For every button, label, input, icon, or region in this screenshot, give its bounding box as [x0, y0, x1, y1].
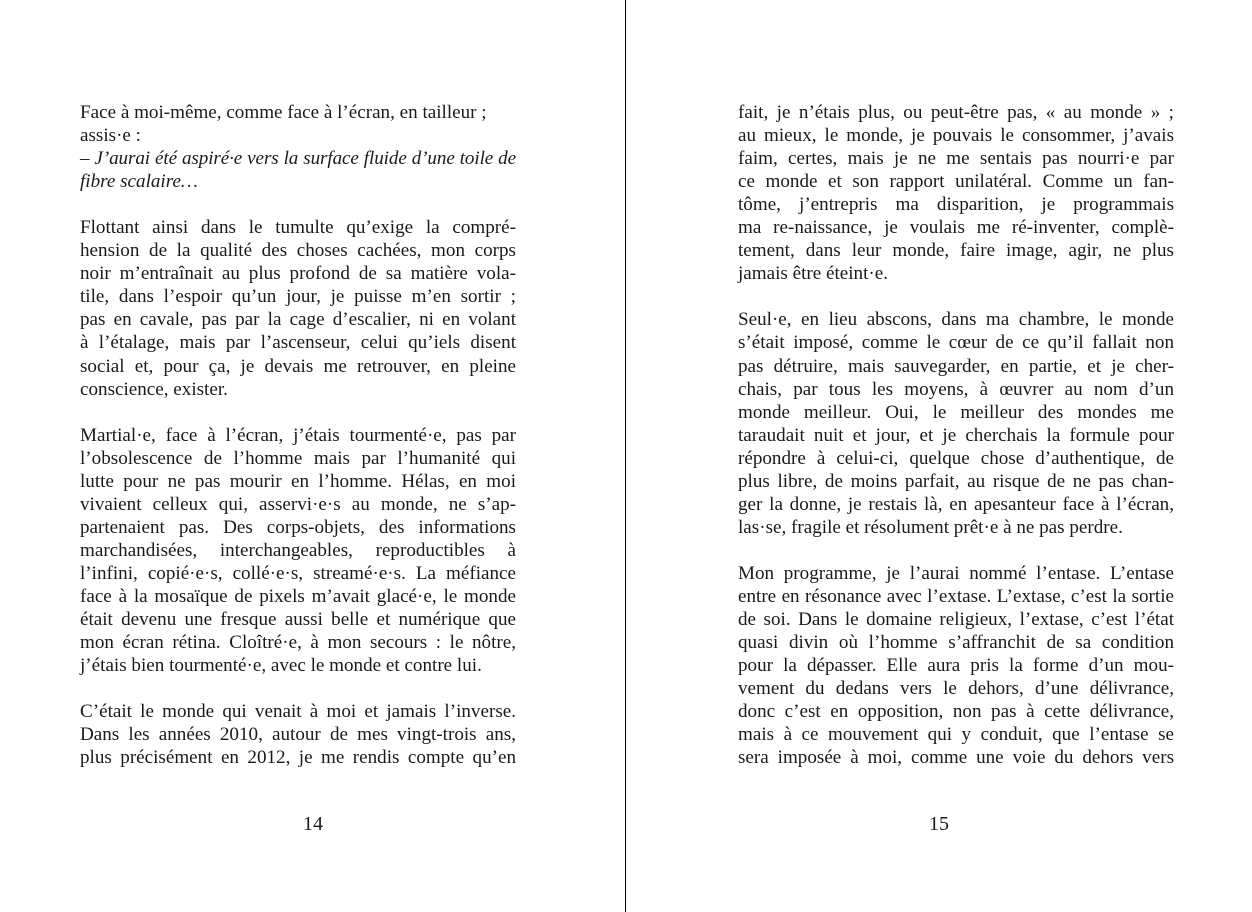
text-line: plus précisément en 2012, je me rendis compte qu’en [80, 747, 516, 769]
text-line: tôme, j’entrepris ma disparition, je programmais [738, 194, 1174, 216]
text-line: au mieux, le monde, je pouvais le consommer, j’avais [738, 125, 1174, 147]
text-line: pour la dépasser. Elle aura pris la forme d’un mou- [738, 655, 1174, 677]
text-line: conscience, exister. [80, 378, 228, 400]
text-line: tile, dans l’espoir qu’un jour, je puisse m’en sortir ; [80, 286, 516, 308]
text-line: à l’étalage, mais par l’ascenseur, celui qu’iels disent [80, 332, 516, 354]
text-line: assis·e : [80, 125, 141, 147]
text-line: noir m’entraînait au plus profond de sa matière vola- [80, 263, 516, 285]
text-line: Mon programme, je l’aurai nommé l’entase. L’entase [738, 562, 1174, 584]
text-line: vivaient celleux qui, asservi·e·s au monde, ne s’ap- [80, 493, 516, 515]
left-page [0, 0, 625, 912]
text-line: l’infini, copié·e·s, collé·e·s, streamé·e·s. La méfiance [80, 562, 516, 584]
text-line: tement, dans leur monde, faire image, agir, ne plus [738, 240, 1174, 262]
paragraph-gap [80, 401, 516, 424]
text-line: marchandisées, interchangeables, reproductibles à [80, 539, 516, 561]
paragraph [80, 424, 516, 678]
text-line: entre en résonance avec l’extase. L’extase, c’est la sortie [738, 585, 1174, 607]
text-line: plus libre, de moins parfait, au risque de ne pas chan- [738, 470, 1174, 492]
left-page-text [80, 101, 516, 769]
right-page [626, 0, 1252, 912]
text-line: face à la mosaïque de pixels m’avait glacé·e, le monde [80, 585, 516, 607]
text-line: j’étais bien tourmenté·e, avec le monde et contre lui. [80, 655, 482, 677]
text-line: donc c’est en opposition, non pas à cette délivrance, [738, 701, 1174, 723]
paragraph [738, 562, 1174, 769]
right-page-text [738, 101, 1174, 769]
text-line: – J’aurai été aspiré·e vers la surface fluide d’une toile de [80, 148, 516, 170]
paragraph [738, 308, 1174, 538]
left-page-number: 14 [303, 813, 323, 835]
text-line: fibre scalaire… [80, 171, 198, 193]
text-line: chais, par tous les moyens, à œuvrer au nom d’un [738, 378, 1174, 400]
text-line: mon écran rétina. Cloîtré·e, à mon secours : le nôtre, [80, 632, 516, 654]
paragraph-gap [738, 539, 1174, 562]
text-line: C’était le monde qui venait à moi et jamais l’inverse. [80, 701, 516, 723]
text-line: fait, je n’étais plus, ou peut-être pas, « au monde » ; [738, 102, 1174, 123]
text-line: l’obsolescence de l’homme mais par l’humanité qui [80, 447, 516, 469]
text-line: taraudait nuit et jour, et je cherchais la formule pour [738, 424, 1174, 446]
text-line: pas en cavale, pas par la cage d’escalier, ni en volant [80, 309, 516, 331]
text-line: Flottant ainsi dans le tumulte qu’exige la compré- [80, 217, 516, 239]
text-line: vement du dedans vers le dehors, d’une délivrance, [738, 678, 1174, 700]
text-line: pas détruire, mais sauvegarder, en partie, et je cher- [738, 355, 1174, 377]
text-line: de soi. Dans le domaine religieux, l’extase, c’est l’état [738, 609, 1174, 631]
paragraph-gap [80, 193, 516, 216]
text-line: lutte pour ne pas mourir en l’homme. Hélas, en moi [80, 470, 516, 492]
text-line: ger la donne, je restais là, en apesanteur face à l’écran, [738, 493, 1174, 515]
paragraph [738, 101, 1174, 285]
text-line: mais à ce mouvement qui y conduit, que l’entase se [738, 724, 1174, 746]
paragraph-gap [738, 285, 1174, 308]
text-line: monde meilleur. Oui, le meilleur des mondes me [738, 401, 1174, 423]
text-line: Seul·e, en lieu abscons, dans ma chambre, le monde [738, 309, 1174, 331]
right-page-number: 15 [929, 813, 949, 835]
paragraph-gap [80, 677, 516, 700]
text-line: répondre à celui-ci, quelque chose d’authentique, de [738, 447, 1174, 469]
text-line: partenaient pas. Des corps-objets, des informations [80, 516, 516, 538]
text-line: hension de la qualité des choses cachées, mon corps [80, 240, 516, 262]
text-line: quasi divin où l’homme s’affranchit de sa condition [738, 632, 1174, 654]
paragraph [80, 101, 516, 193]
text-line: las·se, fragile et résolument prêt·e à ne pas perdre. [738, 516, 1123, 538]
text-line: Face à moi-même, comme face à l’écran, en tailleur ; [80, 102, 487, 123]
paragraph [80, 700, 516, 769]
text-line: faim, certes, mais je ne me sentais pas nourri·e par [738, 148, 1174, 170]
text-line: jamais être éteint·e. [738, 263, 889, 285]
paragraph [80, 216, 516, 400]
text-line: était devenu une fresque aussi belle et numérique que [80, 609, 516, 631]
text-line: Martial·e, face à l’écran, j’étais tourmenté·e, pas par [80, 424, 516, 446]
text-line: sera imposée à moi, comme une voie du dehors vers [738, 747, 1174, 769]
text-line: ma re-naissance, je voulais me ré-inventer, complè- [738, 217, 1174, 239]
text-line: Dans les années 2010, autour de mes vingt-trois ans, [80, 724, 516, 746]
text-line: social et, pour ça, je devais me retrouver, en pleine [80, 355, 516, 377]
text-line: ce monde et son rapport unilatéral. Comme un fan- [738, 171, 1174, 193]
text-line: s’était imposé, comme le cœur de ce qu’il fallait non [738, 332, 1174, 354]
